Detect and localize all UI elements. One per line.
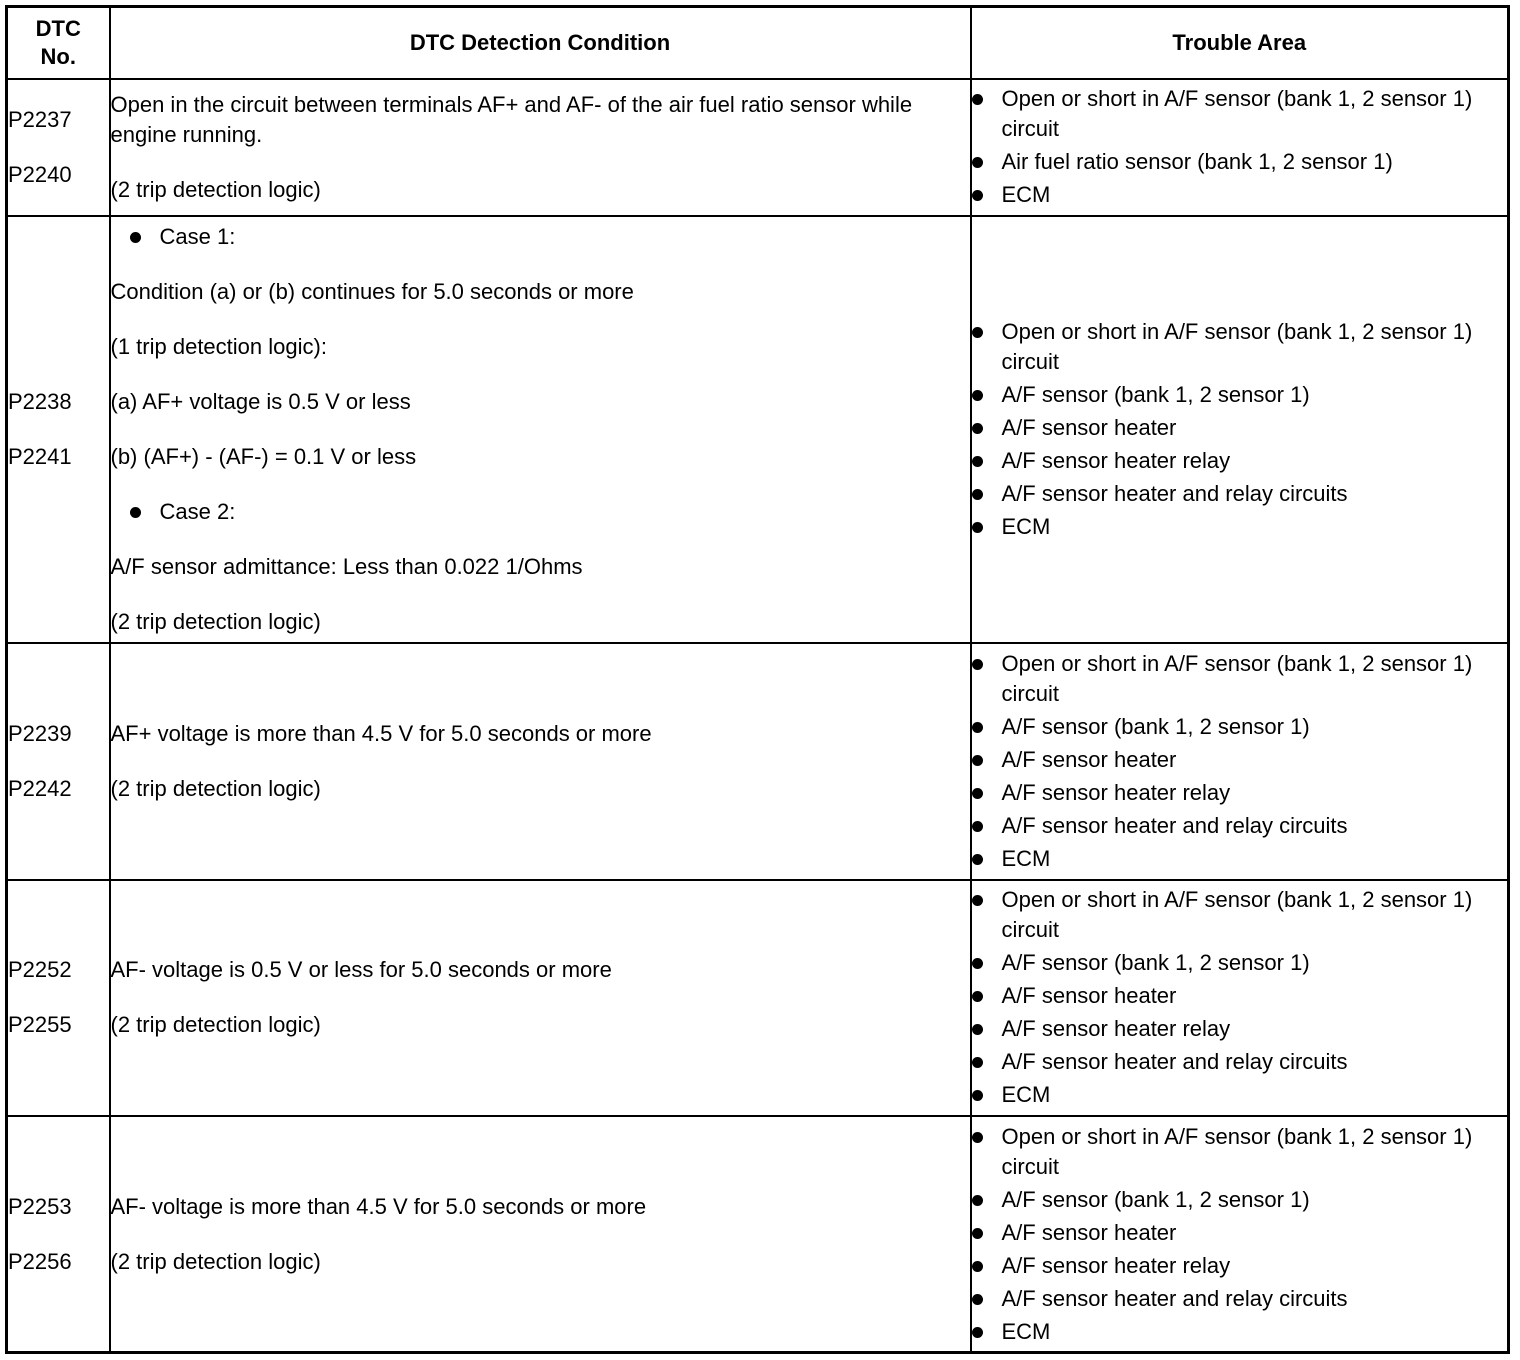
trouble-area-item <box>972 981 1508 1011</box>
trouble-area-cell <box>971 79 1509 216</box>
dtc-code: P2239 <box>8 721 72 747</box>
trouble-area-cell <box>971 880 1509 1116</box>
trouble-area-text: A/F sensor heater relay <box>1001 1016 1231 1042</box>
trouble-area-text: Open or short in A/F sensor (bank 1, 2 sensor 1) circuit <box>1001 86 1473 142</box>
bullet-icon <box>972 456 983 467</box>
trouble-area-text: ECM <box>1001 514 1051 540</box>
condition-text: (b) (AF+) - (AF-) = 0.1 V or less <box>110 444 417 470</box>
dtc-code: P2241 <box>8 444 72 470</box>
bullet-icon <box>972 1090 983 1101</box>
header-row <box>7 7 1509 79</box>
bullet-icon <box>972 991 983 1002</box>
condition-text: AF+ voltage is more than 4.5 V for 5.0 seconds or more <box>110 721 652 747</box>
trouble-area-text: Open or short in A/F sensor (bank 1, 2 sensor 1) circuit <box>1001 651 1473 707</box>
dtc-code-cell <box>7 643 110 879</box>
trouble-area-text: A/F sensor heater and relay circuits <box>1001 481 1348 507</box>
bullet-icon <box>972 157 983 168</box>
trouble-area-item <box>972 147 1508 177</box>
table-row <box>7 79 1509 216</box>
header-condition: DTC Detection Condition <box>110 7 971 79</box>
detection-condition-cell <box>110 1116 971 1352</box>
dtc-code: P2238 <box>8 389 72 415</box>
table-row <box>7 216 1509 644</box>
trouble-area-text: A/F sensor heater and relay circuits <box>1001 1285 1348 1311</box>
trouble-area-text: A/F sensor (bank 1, 2 sensor 1) <box>1001 714 1310 740</box>
trouble-area-text: Open or short in A/F sensor (bank 1, 2 sensor 1) circuit <box>1001 319 1473 375</box>
bullet-icon <box>972 94 983 105</box>
detection-condition-cell <box>110 643 971 879</box>
table-header <box>7 7 1509 79</box>
table-row <box>7 1116 1509 1352</box>
trouble-area-item <box>972 885 1508 945</box>
trouble-area-item <box>972 1047 1508 1077</box>
trouble-area-text: A/F sensor heater relay <box>1001 780 1231 806</box>
dtc-code-cell <box>7 880 110 1116</box>
trouble-area-text: A/F sensor heater <box>1001 415 1177 441</box>
trouble-area-text: A/F sensor heater relay <box>1001 1252 1231 1278</box>
trouble-area-item <box>972 1218 1508 1248</box>
bullet-icon <box>972 821 983 832</box>
condition-case <box>111 222 970 252</box>
condition-text: Condition (a) or (b) continues for 5.0 seconds or more <box>110 279 634 305</box>
trouble-area-item <box>972 649 1508 709</box>
trouble-area-item <box>972 180 1508 210</box>
dtc-code-cell <box>7 216 110 644</box>
trouble-area-list <box>972 84 1508 210</box>
bullet-icon <box>972 1057 983 1068</box>
condition-text: (2 trip detection logic) <box>110 176 321 202</box>
condition-text: (2 trip detection logic) <box>110 776 321 802</box>
trouble-area-item <box>972 1317 1508 1347</box>
trouble-area-text: A/F sensor heater <box>1001 1219 1177 1245</box>
trouble-area-list <box>972 317 1508 542</box>
bullet-icon <box>972 854 983 865</box>
trouble-area-item <box>972 446 1508 476</box>
condition-case <box>111 497 970 527</box>
bullet-icon <box>130 232 141 243</box>
trouble-area-text: ECM <box>1001 1082 1051 1108</box>
trouble-area-text: A/F sensor heater <box>1001 747 1177 773</box>
trouble-area-text: A/F sensor (bank 1, 2 sensor 1) <box>1001 950 1310 976</box>
trouble-area-text: A/F sensor (bank 1, 2 sensor 1) <box>1001 382 1310 408</box>
trouble-area-item <box>972 844 1508 874</box>
trouble-area-text: ECM <box>1001 1318 1051 1344</box>
trouble-area-item <box>972 413 1508 443</box>
dtc-code: P2256 <box>8 1248 72 1274</box>
bullet-icon <box>972 895 983 906</box>
trouble-area-text: Open or short in A/F sensor (bank 1, 2 sensor 1) circuit <box>1001 887 1473 943</box>
trouble-area-item <box>972 380 1508 410</box>
condition-case-label: Case 2: <box>159 499 236 525</box>
trouble-area-text: A/F sensor heater <box>1001 983 1177 1009</box>
header-dtc-no-line1: DTC <box>35 15 81 41</box>
trouble-area-cell <box>971 1116 1509 1352</box>
trouble-area-list <box>972 649 1508 874</box>
trouble-area-text: ECM <box>1001 846 1051 872</box>
bullet-icon <box>972 522 983 533</box>
condition-text: (2 trip detection logic) <box>110 609 321 635</box>
trouble-area-item <box>972 1014 1508 1044</box>
trouble-area-item <box>972 479 1508 509</box>
trouble-area-list <box>972 1122 1508 1347</box>
condition-text: (2 trip detection logic) <box>110 1012 321 1038</box>
condition-text: (a) AF+ voltage is 0.5 V or less <box>110 389 411 415</box>
dtc-code-cell <box>7 1116 110 1352</box>
dtc-code: P2255 <box>8 1012 72 1038</box>
trouble-area-text: Open or short in A/F sensor (bank 1, 2 sensor 1) circuit <box>1001 1123 1473 1179</box>
bullet-icon <box>972 1228 983 1239</box>
trouble-area-item <box>972 1284 1508 1314</box>
trouble-area-item <box>972 811 1508 841</box>
bullet-icon <box>972 1294 983 1305</box>
trouble-area-cell <box>971 643 1509 879</box>
trouble-area-item <box>972 84 1508 144</box>
condition-text: AF- voltage is more than 4.5 V for 5.0 seconds or more <box>110 1193 647 1219</box>
trouble-area-item <box>972 512 1508 542</box>
trouble-area-item <box>972 317 1508 377</box>
header-dtc-no-line2: No. <box>40 43 76 69</box>
header-dtc-no <box>7 7 110 79</box>
header-trouble-area: Trouble Area <box>971 7 1509 79</box>
trouble-area-item <box>972 1122 1508 1182</box>
bullet-icon <box>972 722 983 733</box>
bullet-icon <box>130 507 141 518</box>
trouble-area-text: ECM <box>1001 182 1051 208</box>
trouble-area-item <box>972 1185 1508 1215</box>
dtc-code-cell <box>7 79 110 216</box>
dtc-code: P2253 <box>8 1193 72 1219</box>
trouble-area-item <box>972 778 1508 808</box>
trouble-area-item <box>972 1251 1508 1281</box>
dtc-code: P2240 <box>8 161 72 187</box>
condition-text: Open in the circuit between terminals AF+ and AF- of the air fuel ratio sensor while engine running. <box>110 91 913 147</box>
bullet-icon <box>972 489 983 500</box>
detection-condition-cell <box>110 79 971 216</box>
trouble-area-item <box>972 745 1508 775</box>
table-body <box>7 79 1509 1353</box>
bullet-icon <box>972 788 983 799</box>
detection-condition-cell <box>110 216 971 644</box>
bullet-icon <box>972 190 983 201</box>
condition-case-label: Case 1: <box>159 224 236 250</box>
bullet-icon <box>972 755 983 766</box>
bullet-icon <box>972 423 983 434</box>
dtc-code: P2252 <box>8 957 72 983</box>
trouble-area-text: A/F sensor heater and relay circuits <box>1001 1049 1348 1075</box>
trouble-area-text: A/F sensor (bank 1, 2 sensor 1) <box>1001 1186 1310 1212</box>
trouble-area-text: A/F sensor heater and relay circuits <box>1001 813 1348 839</box>
trouble-area-text: Air fuel ratio sensor (bank 1, 2 sensor 1) <box>1001 149 1393 175</box>
condition-text: A/F sensor admittance: Less than 0.022 1/Ohms <box>110 554 583 580</box>
trouble-area-cell <box>971 216 1509 644</box>
bullet-icon <box>972 1327 983 1338</box>
trouble-area-text: A/F sensor heater relay <box>1001 448 1231 474</box>
dtc-table <box>5 5 1510 1354</box>
bullet-icon <box>972 659 983 670</box>
table-row <box>7 880 1509 1116</box>
trouble-area-item <box>972 712 1508 742</box>
detection-condition-cell <box>110 880 971 1116</box>
bullet-icon <box>972 1261 983 1272</box>
trouble-area-list <box>972 885 1508 1110</box>
table-row <box>7 643 1509 879</box>
trouble-area-item <box>972 1080 1508 1110</box>
bullet-icon <box>972 327 983 338</box>
condition-text: (1 trip detection logic): <box>110 334 327 360</box>
trouble-area-item <box>972 948 1508 978</box>
bullet-icon <box>972 1195 983 1206</box>
bullet-icon <box>972 1132 983 1143</box>
condition-text: (2 trip detection logic) <box>110 1248 321 1274</box>
dtc-code: P2242 <box>8 776 72 802</box>
bullet-icon <box>972 1024 983 1035</box>
bullet-icon <box>972 958 983 969</box>
condition-text: AF- voltage is 0.5 V or less for 5.0 seconds or more <box>110 957 612 983</box>
bullet-icon <box>972 390 983 401</box>
dtc-code: P2237 <box>8 106 72 132</box>
